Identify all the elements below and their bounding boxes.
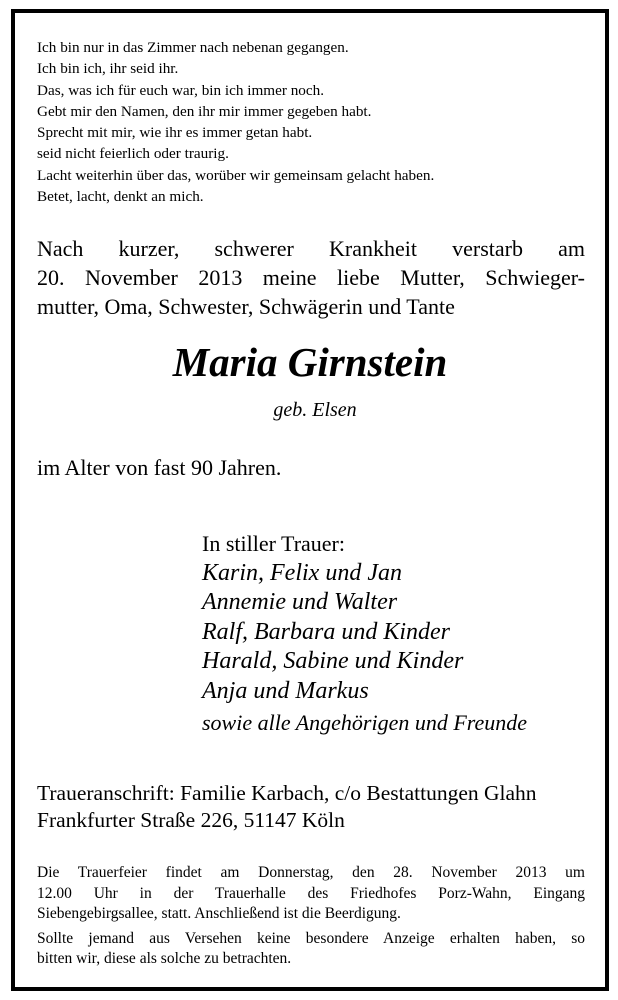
- announcement-line: mutter, Oma, Schwester, Schwägerin und Tante: [37, 294, 455, 319]
- poem-line: Lacht weiterhin über das, worüber wir gemeinsam gelacht haben.: [37, 166, 435, 184]
- poem-line: Ich bin ich, ihr seid ihr.: [37, 60, 179, 78]
- poem-line: Sprecht mit mir, wie ihr es immer getan habt.: [37, 124, 313, 142]
- mourner-family: Harald, Sabine und Kinder: [202, 648, 464, 674]
- poem: [37, 37, 597, 207]
- mourners-others: sowie alle Angehörigen und Freunde: [202, 710, 528, 735]
- birth-name: geb. Elsen: [273, 399, 357, 421]
- poem-line: Ich bin nur in das Zimmer nach nebenan gegangen.: [37, 39, 349, 56]
- poem-line: Das, was ich für euch war, bin ich immer noch.: [37, 81, 325, 99]
- age-line: im Alter von fast 90 Jahren.: [37, 455, 282, 480]
- announcement-line: 20. November 2013 meine liebe Mutter, Schwieger-: [37, 265, 585, 290]
- mourners-list: [202, 529, 602, 738]
- ceremony-line: 12.00 Uhr in der Trauerhalle des Friedhofes Porz-Wahn, Eingang: [37, 884, 585, 902]
- poem-line: Betet, lacht, denkt an mich.: [37, 188, 204, 206]
- notice-line: bitten wir, diese als solche zu betrachten.: [37, 950, 292, 967]
- obituary-notice: [11, 9, 609, 991]
- mourner-family: Karin, Felix und Jan: [202, 559, 402, 586]
- mourner-family: Anja und Markus: [202, 677, 369, 704]
- death-announcement: [37, 234, 585, 321]
- ceremony-line: Siebengebirgsallee, statt. Anschließend ist die Beerdigung.: [37, 905, 401, 922]
- poem-line: seid nicht feierlich oder traurig.: [37, 145, 229, 163]
- deceased-name: Maria Girnstein: [172, 339, 448, 385]
- notice-line: Sollte jemand aus Versehen keine besondere Anzeige erhalten haben, so: [37, 929, 585, 947]
- mourner-family: Annemie und Walter: [202, 589, 398, 615]
- ceremony-line: Die Trauerfeier findet am Donnerstag, den 28. November 2013 um: [37, 864, 585, 881]
- mourners-intro: In stiller Trauer:: [202, 531, 345, 556]
- mourner-family: Ralf, Barbara und Kinder: [202, 618, 451, 645]
- poem-line: Gebt mir den Namen, den ihr mir immer gegeben habt.: [37, 102, 372, 120]
- ceremony-info: [37, 863, 585, 970]
- address-line: Frankfurter Straße 226, 51147 Köln: [37, 808, 345, 832]
- announcement-line: Nach kurzer, schwerer Krankheit verstarb am: [37, 236, 585, 261]
- address-line: Traueranschrift: Familie Karbach, c/o Bestattungen Glahn: [37, 781, 537, 805]
- mourning-address: [37, 780, 537, 834]
